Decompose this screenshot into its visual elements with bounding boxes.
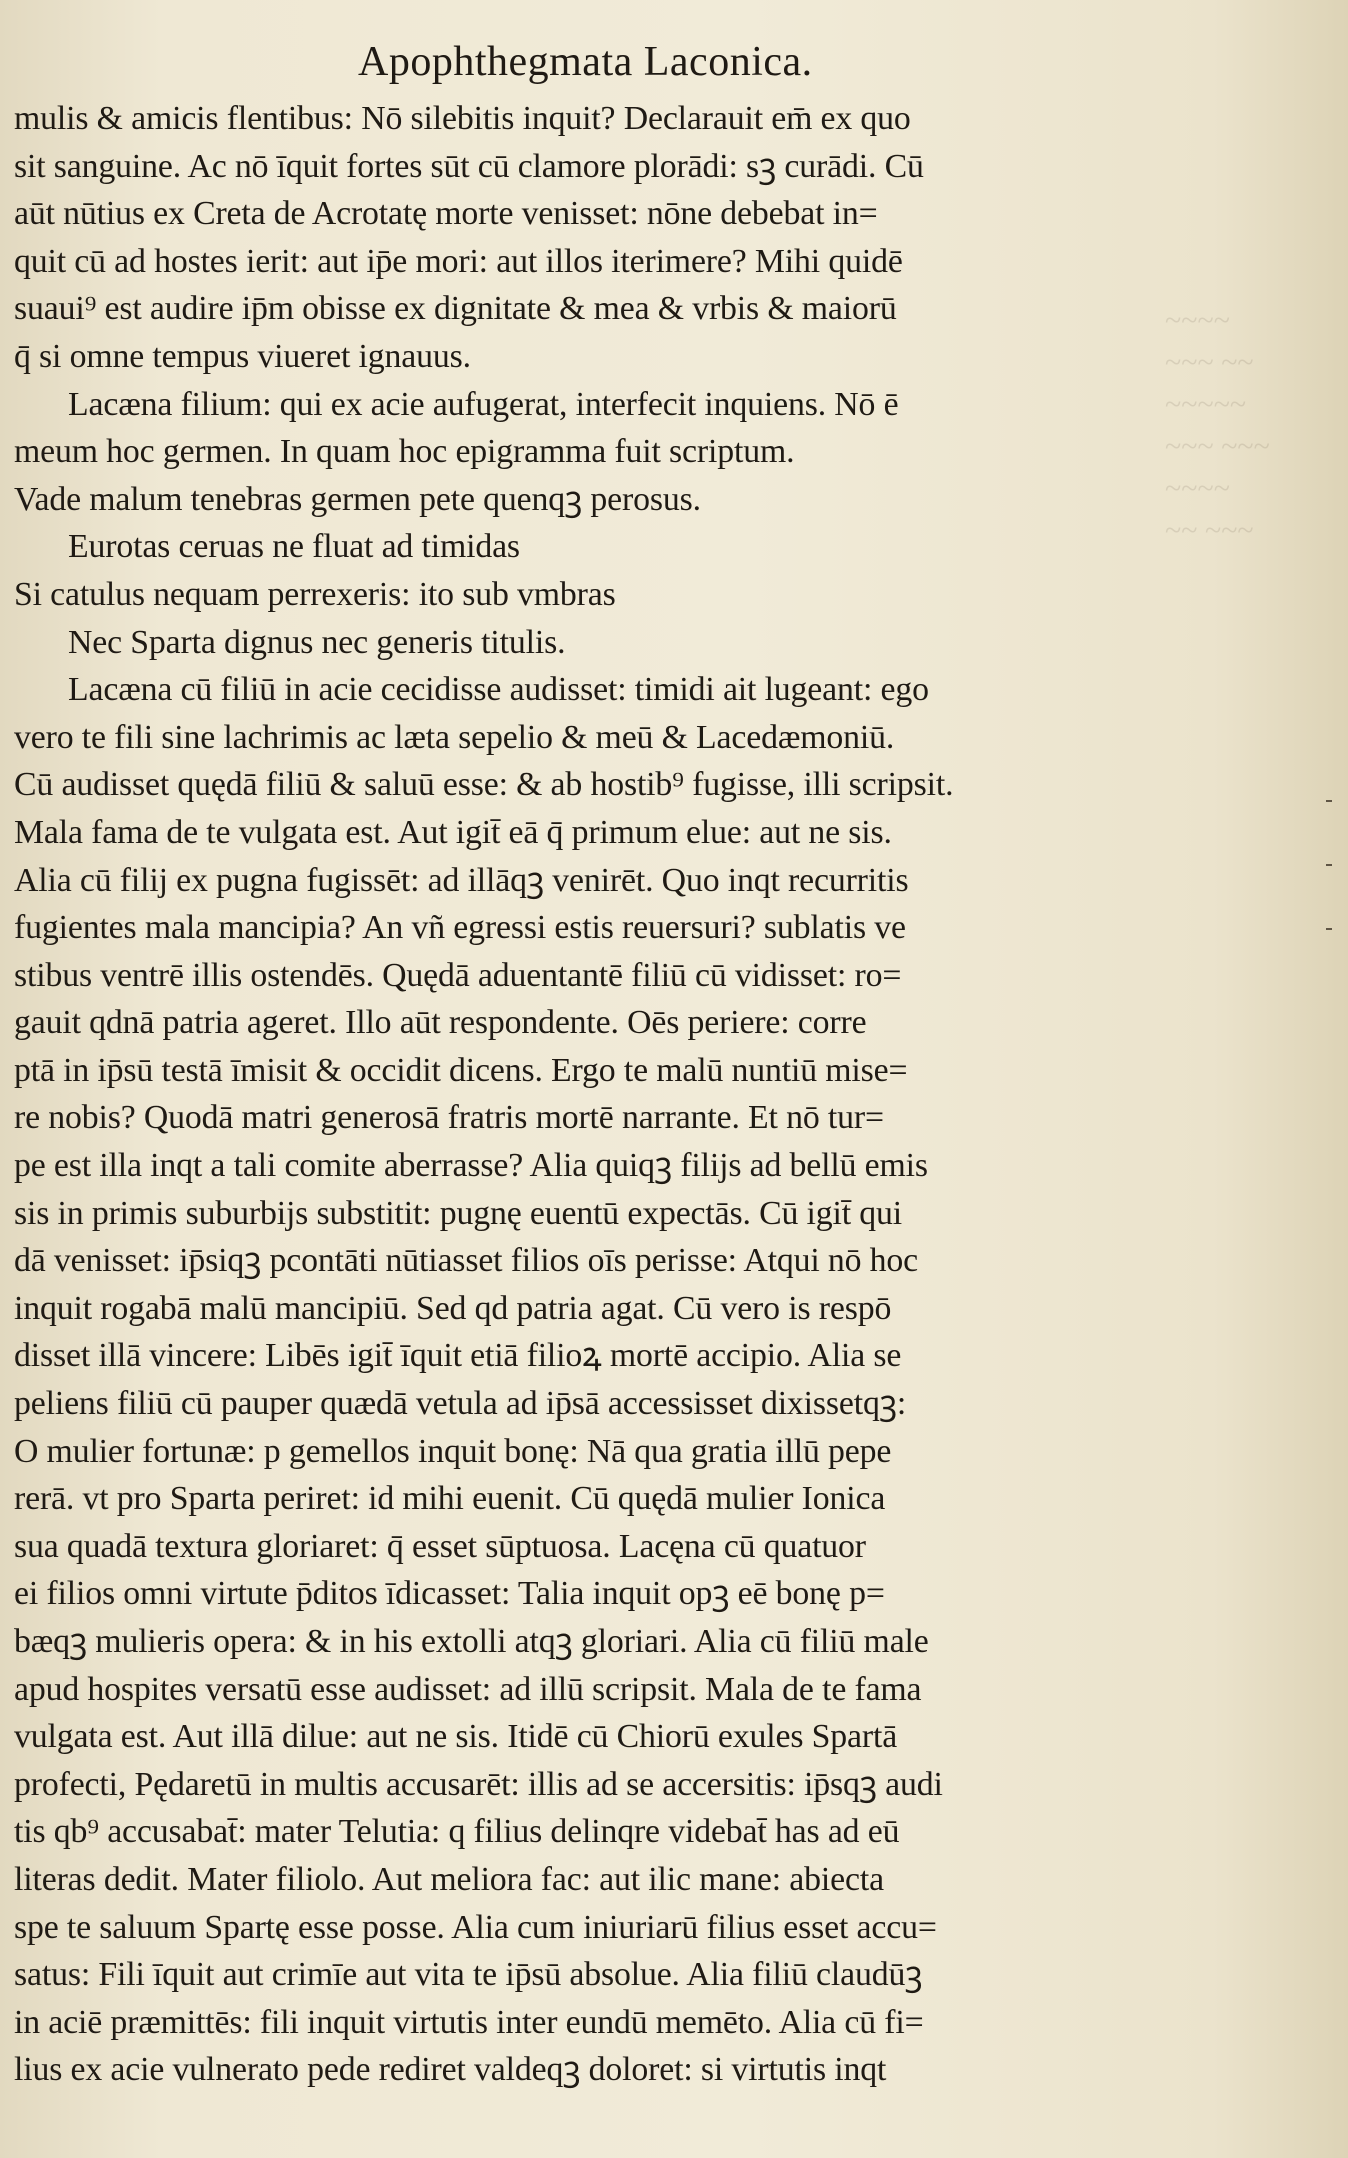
text-line: vero te fili sine lachrimis ac læta sepelio & meū & Lacedæmoniū.: [14, 718, 895, 756]
body-text: [14, 95, 1244, 2094]
text-line: Lacæna cū filiū in acie cecidisse audisset: timidi ait lugeant: ego: [68, 671, 929, 709]
text-line: disset illā vincere: Libēs igit̄ īquit etiā filioꝝ mortē accipio. Alia se: [14, 1337, 902, 1375]
text-line: meum hoc germen. In quam hoc epigramma fuit scriptum.: [14, 433, 795, 471]
text-line: fugientes mala mancipia? An vñ egressi estis reuersuri? sublatis ve: [14, 909, 906, 947]
verse-line: Nec Sparta dignus nec generis titulis.: [68, 623, 566, 661]
text-line: profecti, Pędaretū in multis accusarēt: illis ad se accersitis: ip̄sqꝫ audi: [14, 1765, 943, 1803]
text-line: in aciē præmittēs: fili inquit virtutis inter eundū memēto. Alia cū fi=: [14, 2003, 924, 2041]
text-line: sit sanguine. Ac nō īquit fortes sūt cū clamore plorādi: sꝫ curādi. Cū: [14, 147, 924, 185]
text-line: O mulier fortunæ: p gemellos inquit bonę: Nā qua gratia illū pepe: [14, 1432, 892, 1470]
text-line: re nobis? Quodā matri generosā fratris mortē narrante. Et nō tur=: [14, 1099, 884, 1137]
text-line: inquit rogabā malū mancipiū. Sed qd patria agat. Cū vero is respō: [14, 1289, 892, 1327]
text-line: Mala fama de te vulgata est. Aut igit̄ eā q̄ primum elue: aut ne sis.: [14, 813, 892, 851]
text-line: ei filios omni virtute p̄ditos īdicasset: Talia inquit opꝫ eē bonę p=: [14, 1575, 885, 1613]
margin-mark: [1326, 864, 1332, 866]
text-line: Alia cū filij ex pugna fugissēt: ad illāqꝫ venirēt. Quo inqt recurritis: [14, 861, 909, 899]
text-line: literas dedit. Mater filiolo. Aut meliora fac: aut ilic mane: abiecta: [14, 1860, 884, 1898]
text-line: bæqꝫ mulieris opera: & in his extolli atqꝫ gloriari. Alia cū filiū male: [14, 1623, 929, 1660]
text-line: stibus ventrē illis ostendēs. Quędā aduentantē filiū cū vidisset: ro=: [14, 956, 902, 994]
text-line: Cū audisset quędā filiū & saluū esse: & ab hostib⁹ fugisse, illi scripsit.: [14, 766, 954, 804]
text-line: gauit qdnā patria ageret. Illo aūt respondente. Oēs periere: corre: [14, 1004, 867, 1042]
text-line: spe te saluum Spartę esse posse. Alia cum iniuriarū filius esset accu=: [14, 1908, 937, 1946]
verse-line: Si catulus nequam perrexeris: ito sub vmbras: [14, 575, 616, 613]
text-line: tis qb⁹ accusabat̄: mater Telutia: q filius delinqre videbat̄ has ad eū: [14, 1813, 900, 1851]
text-line: vulgata est. Aut illā dilue: aut ne sis. Itidē cū Chiorū exules Spartā: [14, 1718, 898, 1756]
text-line: quit cū ad hostes ierit: aut ip̄e mori: aut illos iterimere? Mihi quidē: [14, 242, 903, 280]
text-line: mulis & amicis flentibus: Nō silebitis inquit? Declarauit em̄ ex quo: [14, 100, 911, 137]
text-line: sis in primis suburbijs substitit: pugnę euentū expectās. Cū igit̄ qui: [14, 1194, 903, 1232]
text-line: suaui⁹ est audire ip̄m obisse ex dignitate & mea & vrbis & maiorū: [14, 290, 897, 328]
text-line: q̄ si omne tempus viueret ignauus.: [14, 337, 471, 375]
text-line: Lacæna filium: qui ex acie aufugerat, interfecit inquiens. Nō ē: [68, 385, 899, 423]
text-line: dā venisset: ip̄siqꝫ pcontāti nūtiasset filios oīs perisse: Atqui nō hoc: [14, 1242, 919, 1280]
text-line: rerā. vt pro Sparta periret: id mihi euenit. Cū quędā mulier Ionica: [14, 1480, 886, 1518]
bleed-through-shadow: ~~~~ ~~~ ~~ ~~~~~ ~~~ ~~~ ~~~~ ~~ ~~~: [1165, 304, 1270, 547]
text-line: apud hospites versatū esse audisset: ad illū scripsit. Mala de te fama: [14, 1670, 922, 1708]
margin-mark: [1326, 928, 1332, 930]
verse-line: Vade malum tenebras germen pete quenqꝫ perosus.: [14, 480, 701, 518]
text-line: lius ex acie vulnerato pede rediret valdeqꝫ doloret: si virtutis inqt: [14, 2051, 887, 2089]
text-line: ptā in ip̄sū testā īmisit & occidit dicens. Ergo te malū nuntiū mise=: [14, 1051, 908, 1089]
verse-line: Eurotas ceruas ne fluat ad timidas: [68, 528, 520, 566]
text-line: peliens filiū cū pauper quædā vetula ad ip̄sā accessisset dixissetqꝫ:: [14, 1385, 907, 1423]
text-line: satus: Fili īquit aut crimīe aut vita te ip̄sū absolue. Alia filiū claudūꝫ: [14, 1956, 923, 1994]
text-line: sua quadā textura gloriaret: q̄ esset sūptuosa. Lacęna cū quatuor: [14, 1527, 866, 1565]
running-header: Apophthegmata Laconica.: [358, 39, 813, 85]
margin-marks: [1326, 800, 1340, 992]
text-line: pe est illa inqt a tali comite aberrasse? Alia quiqꝫ filijs ad bellū emis: [14, 1147, 928, 1185]
margin-mark: [1326, 800, 1332, 802]
text-line: aūt nūtius ex Creta de Acrotatę morte venisset: nōne debebat in=: [14, 195, 878, 233]
